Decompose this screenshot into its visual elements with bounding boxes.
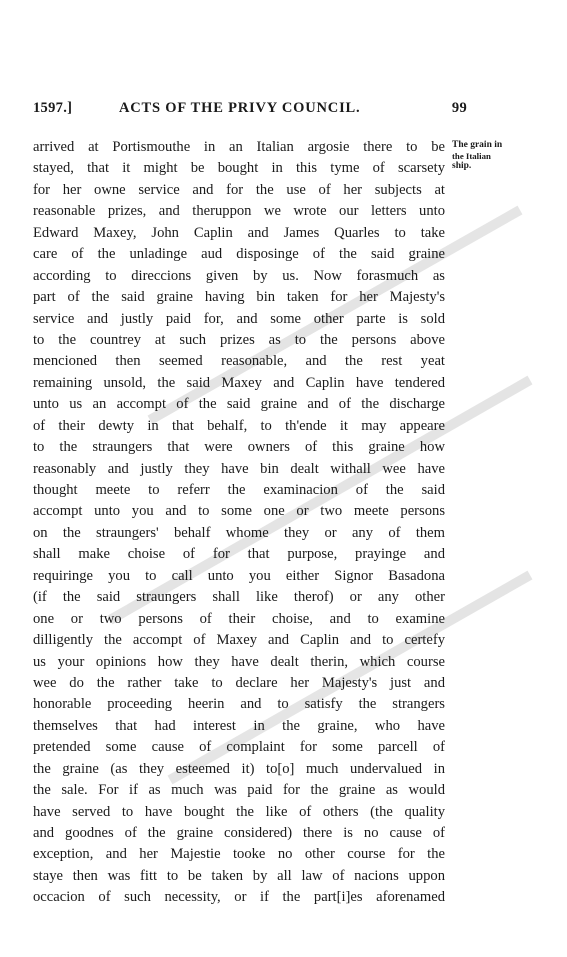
text-line: the graine (as they esteemed it) to[o] much undervalued in	[33, 760, 445, 777]
text-line: arrived at Portismouthe in an Italian argosie there to be	[33, 139, 445, 155]
text-line: wee do the rather take to declare her Majesty's just and	[33, 674, 445, 691]
text-line: honorable proceeding heerin and to satisfy the strangers	[33, 696, 445, 713]
text-line: thought meete to referr the examinacion of the said	[33, 482, 445, 498]
text-line: mencioned then seemed reasonable, and the rest yeat	[33, 353, 445, 370]
body-text	[33, 137, 445, 909]
text-line: of their dewty in that behalf, to th'ende it may appeare	[33, 417, 445, 434]
marginal-note-line: the Italian	[452, 150, 491, 161]
text-line: for her owne service and for the use of her subjects at	[33, 181, 445, 198]
text-line: on the straungers' behalf whome they or any of them	[33, 524, 445, 541]
text-line: unto us an accompt of the said graine and of the discharge	[33, 396, 445, 413]
marginal-note-line: ship.	[452, 161, 472, 171]
text-line: us your opinions how they have dealt therin, which course	[33, 653, 445, 670]
text-line: themselves that had interest in the graine, who have	[33, 717, 445, 734]
text-line: accompt unto you and to some one or two meete persons	[33, 503, 445, 520]
text-line: shall make choise of for that purpose, prayinge and	[33, 546, 445, 563]
text-line: (if the said straungers shall like therof) or any other	[33, 589, 445, 606]
text-line: stayed, that it might be bought in this tyme of scarsety	[33, 160, 445, 177]
text-line: part of the said graine having bin taken for her Majesty's	[33, 289, 445, 306]
text-line: pretended some cause of complaint for some parcell of	[33, 739, 445, 756]
text-line: to the straungers that were owners of this graine how	[33, 439, 445, 456]
text-line: reasonable prizes, and theruppon we wrote our letters unto	[33, 203, 445, 220]
text-line: and goodnes of the graine considered) there is no cause of	[33, 825, 445, 841]
header-year: 1597.]	[33, 100, 73, 116]
text-line: according to direccions given by us. Now forasmuch as	[33, 267, 445, 284]
text-line: requiringe you to call unto you either Signor Basadona	[33, 567, 445, 584]
page-number: 99	[451, 100, 467, 116]
text-line: service and justly paid for, and some other parte is sold	[33, 310, 445, 327]
text-line: have served to have bought the like of others (the quality	[33, 803, 445, 820]
text-line: one or two persons of their choise, and to examine	[33, 610, 445, 627]
marginal-note-line: The grain in	[452, 140, 503, 150]
text-line: the sale. For if as much was paid for the graine as would	[33, 782, 445, 799]
text-line: staye then was fitt to be taken by all law of nacions uppon	[33, 867, 445, 884]
text-line: exception, and her Majestie tooke no other course for the	[33, 846, 445, 863]
marginal-note	[452, 140, 552, 172]
text-line: dilligently the accompt of Maxey and Caplin and to certefy	[33, 632, 445, 649]
header-title: ACTS OF THE PRIVY COUNCIL.	[119, 100, 361, 116]
running-header	[33, 100, 467, 120]
text-line: Edward Maxey, John Caplin and James Quarles to take	[33, 224, 445, 241]
text-line: reasonably and justly they have bin dealt withall wee have	[33, 460, 445, 477]
text-line: occacion of such necessity, or if the part[i]es aforenamed	[33, 889, 445, 906]
text-line: to the countrey at such prizes as to the persons above	[33, 331, 445, 348]
text-line: remaining unsold, the said Maxey and Caplin have tendered	[33, 374, 445, 391]
text-line: care of the unladinge aud disposinge of the said graine	[33, 246, 445, 263]
